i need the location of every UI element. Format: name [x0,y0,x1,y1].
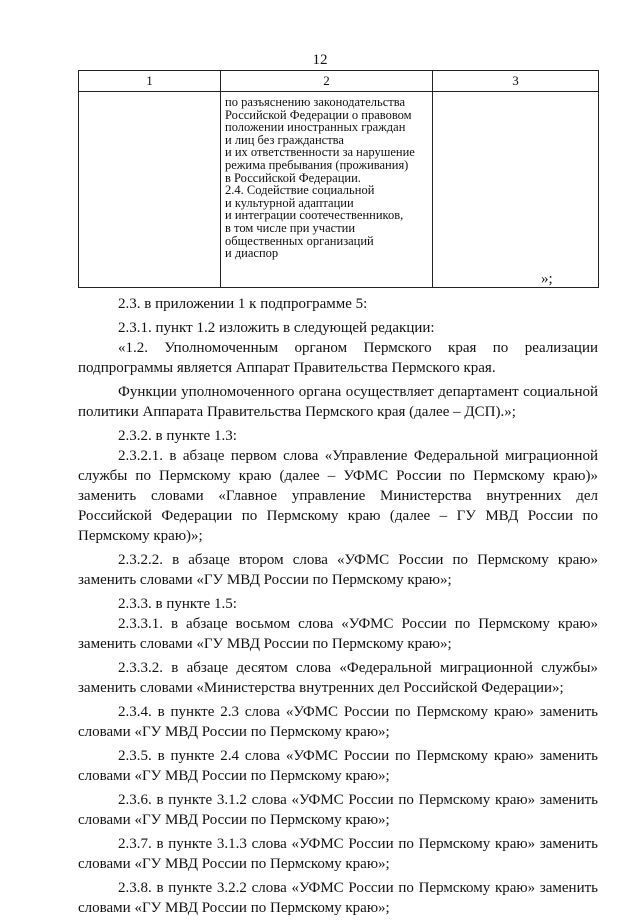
table-cell-col2 [221,92,433,288]
paragraph: 2.3.7. в пункте 3.1.3 слова «УФМС России по Пермскому краю» заменить словами «ГУ МВД России по Пермскому краю»; [78,836,598,872]
cell-line: в том числе при участии [225,220,356,235]
column-header-1: 1 [79,71,221,92]
continuation-table [78,70,599,288]
cell-line: общественных организаций [225,233,374,248]
cell-line: в Российской Федерации. [225,170,361,185]
table-row [79,92,599,288]
cell-line: и лиц без гражданства [225,132,344,147]
paragraph: 2.3.4. в пункте 2.3 слова «УФМС России по Пермскому краю» заменить словами «ГУ МВД России по Пермскому краю»; [78,704,598,740]
cell-line: Российской Федерации о правовом [225,107,412,122]
closing-quote: »; [541,271,553,287]
paragraph: 2.3.2. в пункте 1.3: [118,428,237,444]
table-cell-col3 [433,92,599,288]
table-header-row [79,71,599,92]
paragraph: 2.3.2.2. в абзаце втором слова «УФМС России по Пермскому краю» заменить словами «ГУ МВД России по Пермскому краю»; [78,552,598,588]
body-text [78,294,598,922]
cell-line: положении иностранных граждан [225,120,406,135]
paragraph: Функции уполномоченного органа осуществляет департамент социальной политики Аппарата Правительства Пермского края (далее – ДСП).»; [78,384,598,420]
paragraph: 2.3.1. пункт 1.2 изложить в следующей редакции: [118,320,435,336]
cell-line: и культурной адаптации [225,195,354,210]
paragraph: 2.3.6. в пункте 3.1.2 слова «УФМС России по Пермскому краю» заменить словами «ГУ МВД России по Пермскому краю»; [78,792,598,828]
paragraph: «1.2. Уполномоченным органом Пермского края по реализации подпрограммы является Аппарат Правительства Пермского края. [78,340,598,376]
column-header-3: 3 [433,71,599,92]
paragraph: 2.3.8. в пункте 3.2.2 слова «УФМС России по Пермскому краю» заменить словами «ГУ МВД России по Пермскому краю»; [78,880,598,916]
cell-line: и диаспор [225,246,279,261]
column-header-2: 2 [221,71,433,92]
page-number: 12 [312,52,328,68]
paragraph: 2.3.2.1. в абзаце первом слова «Управление Федеральной миграционной службы по Пермскому краю (далее – УФМС России по Пермскому краю)» заменить словами «Главное управление Министерства внутренних дел Российской Федерации по Пермскому краю (далее – ГУ МВД России по Пермскому краю)»; [78,448,598,544]
cell-line: по разъяснению законодательства [225,95,406,109]
paragraph: 2.3.5. в пункте 2.4 слова «УФМС России по Пермскому краю» заменить словами «ГУ МВД России по Пермскому краю»; [78,748,598,784]
cell-line: и интеграции соотечественников, [225,208,404,223]
cell-line: и их ответственности за нарушение [225,145,415,160]
paragraph: 2.3.3.1. в абзаце восьмом слова «УФМС России по Пермскому краю» заменить словами «ГУ МВД России по Пермскому краю»; [78,616,598,652]
cell-line: режима пребывания (проживания) [225,157,409,172]
paragraph: 2.3. в приложении 1 к подпрограмме 5: [118,296,368,312]
paragraph: 2.3.3. в пункте 1.5: [118,596,237,612]
cell-line: 2.4. Содействие социальной [225,183,375,198]
table-cell-col1 [79,92,221,288]
paragraph: 2.3.3.2. в абзаце десятом слова «Федеральной миграционной службы» заменить словами «Министерства внутренних дел Российской Федерации»; [78,660,598,696]
